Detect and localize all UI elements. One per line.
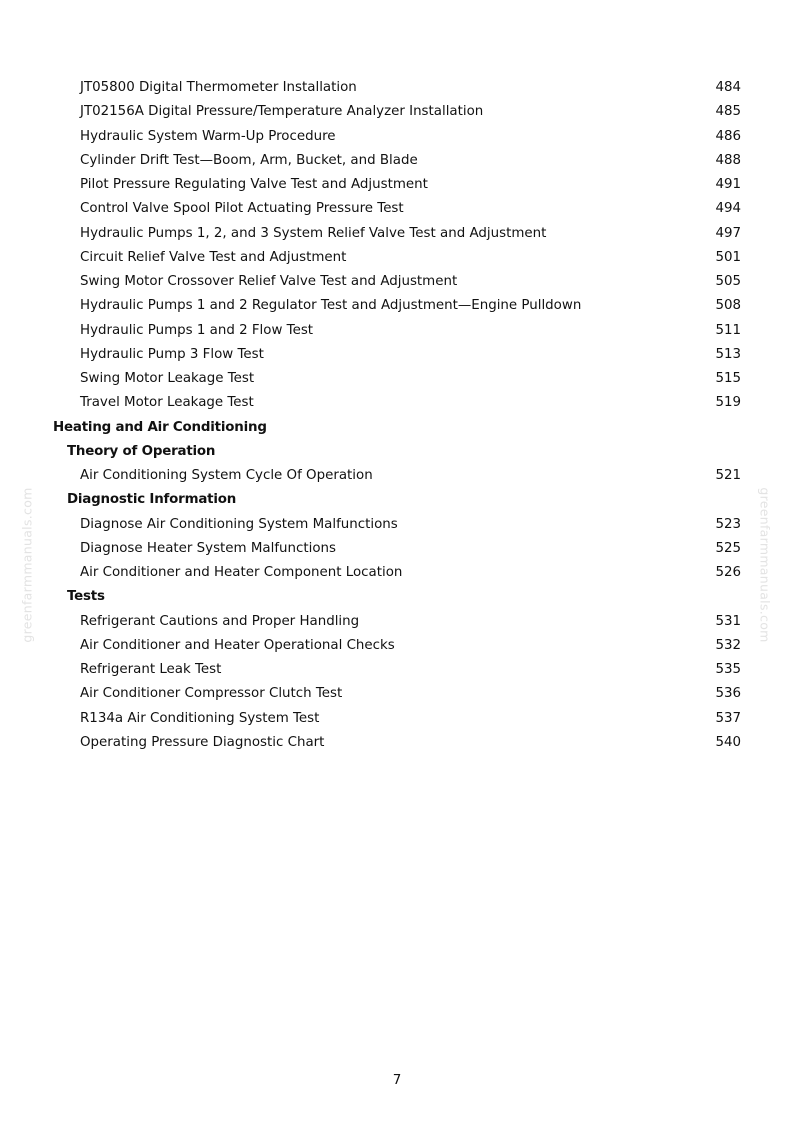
toc-entry-title: Heating and Air Conditioning [53,419,267,435]
toc-entry[interactable] [0,610,794,634]
toc-entry[interactable] [0,173,794,197]
toc-entry-page: 486 [715,128,741,144]
toc-entry-page: 519 [715,395,741,411]
toc-entry-title: Diagnose Heater System Malfunctions [80,540,336,556]
toc-section-heading[interactable] [0,416,794,440]
toc-entry-page: 484 [715,80,741,95]
toc-section-heading[interactable] [0,440,794,464]
toc-entry-page: 536 [715,686,741,702]
toc-entry[interactable] [0,682,794,706]
toc-entry-title: Hydraulic System Warm-Up Procedure [80,128,336,144]
toc-entry[interactable] [0,464,794,488]
toc-entry[interactable] [0,561,794,585]
table-of-contents [0,76,794,755]
toc-entry[interactable] [0,658,794,682]
toc-entry[interactable] [0,634,794,658]
toc-section-heading[interactable] [0,585,794,609]
toc-entry[interactable] [0,222,794,246]
toc-entry[interactable] [0,294,794,318]
toc-entry-title: Refrigerant Cautions and Proper Handling [80,613,360,629]
toc-entry-title: Cylinder Drift Test—Boom, Arm, Bucket, and Blade [80,152,418,168]
toc-entry-title: Refrigerant Leak Test [80,662,222,677]
toc-entry[interactable] [0,367,794,391]
toc-entry-page: 515 [715,371,741,386]
toc-entry[interactable] [0,343,794,367]
toc-entry-page: 485 [715,104,741,120]
toc-entry-page: 537 [715,710,741,726]
toc-entry-page: 531 [715,613,741,629]
toc-entry-title: Air Conditioner Compressor Clutch Test [80,686,343,702]
toc-entry-title: Control Valve Spool Pilot Actuating Pressure Test [80,201,404,217]
toc-entry-page: 526 [715,565,741,580]
toc-entry[interactable] [0,76,794,100]
toc-entry-title: Tests [67,589,105,605]
toc-entry-page: 511 [715,322,741,338]
toc-entry-title: Swing Motor Leakage Test [80,371,255,386]
toc-entry-page: 535 [715,662,741,677]
toc-entry[interactable] [0,731,794,755]
toc-entry-title: Theory of Operation [67,443,216,459]
toc-entry[interactable] [0,270,794,294]
toc-entry-title: JT05800 Digital Thermometer Installation [80,80,357,95]
toc-section-heading[interactable] [0,488,794,512]
toc-entry-title: Air Conditioning System Cycle Of Operation [80,468,373,483]
toc-entry-title: Travel Motor Leakage Test [80,395,254,411]
toc-entry-title: Hydraulic Pump 3 Flow Test [80,346,264,362]
page-number: 7 [392,1072,402,1088]
toc-entry-page: 505 [715,274,741,289]
watermark-right: greenfarmmanuals.com [757,487,773,643]
toc-entry-title: Hydraulic Pumps 1 and 2 Regulator Test and Adjustment—Engine Pulldown [80,298,582,314]
toc-entry-page: 491 [715,177,741,192]
toc-entry[interactable] [0,391,794,415]
toc-entry[interactable] [0,197,794,221]
toc-entry-page: 488 [715,152,741,168]
toc-entry-title: Swing Motor Crossover Relief Valve Test and Adjustment [80,274,458,289]
toc-entry-page: 508 [715,298,741,314]
toc-entry-title: Circuit Relief Valve Test and Adjustment [80,249,347,265]
watermark-left: greenfarmmanuals.com [19,487,35,643]
toc-entry-title: Air Conditioner and Heater Component Location [80,565,403,580]
toc-entry-title: Pilot Pressure Regulating Valve Test and Adjustment [80,177,428,192]
toc-entry[interactable] [0,319,794,343]
toc-entry-page: 525 [715,540,741,556]
toc-entry-title: R134a Air Conditioning System Test [80,710,320,726]
toc-entry-page: 532 [715,637,741,653]
toc-entry-title: Diagnostic Information [67,492,237,508]
toc-entry-page: 497 [715,225,741,241]
toc-entry-page: 513 [715,346,741,362]
toc-entry[interactable] [0,707,794,731]
toc-entry-title: Hydraulic Pumps 1, 2, and 3 System Relief Valve Test and Adjustment [80,225,547,241]
toc-entry[interactable] [0,125,794,149]
toc-entry-title: Operating Pressure Diagnostic Chart [80,734,325,750]
toc-entry[interactable] [0,246,794,270]
toc-entry-title: Diagnose Air Conditioning System Malfunctions [80,516,398,532]
toc-entry[interactable] [0,513,794,537]
toc-entry-title: Air Conditioner and Heater Operational Checks [80,637,395,653]
toc-entry-title: JT02156A Digital Pressure/Temperature Analyzer Installation [80,104,484,120]
toc-entry[interactable] [0,537,794,561]
toc-entry-page: 501 [715,249,741,265]
toc-entry-page: 521 [715,468,741,483]
toc-entry-page: 523 [715,516,741,532]
toc-entry[interactable] [0,100,794,124]
toc-entry-page: 540 [715,734,741,750]
toc-entry[interactable] [0,149,794,173]
toc-entry-title: Hydraulic Pumps 1 and 2 Flow Test [80,322,314,338]
toc-entry-page: 494 [715,201,741,217]
